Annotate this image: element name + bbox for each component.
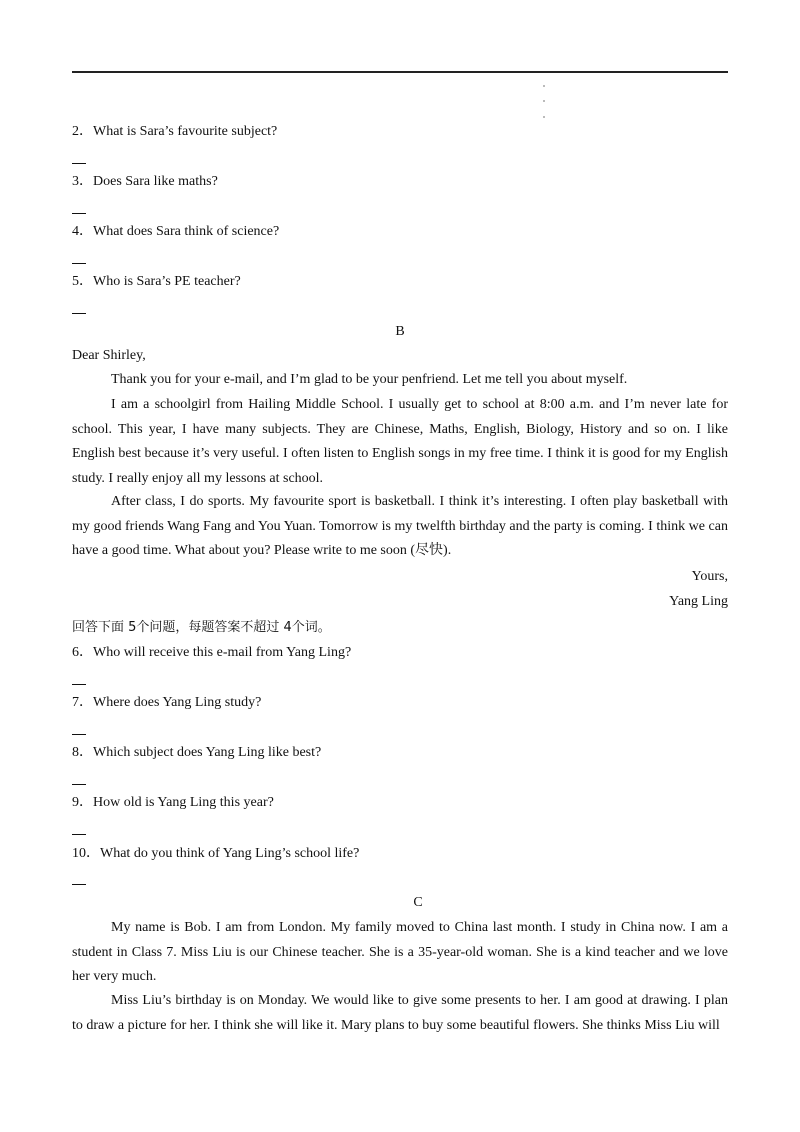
section-b-instruction: 回答下面 5个问题，每题答案不超过 4个词。 [72,620,331,635]
answer-blank-7 [72,734,86,735]
answer-blank-3 [72,213,86,214]
margin-mark [543,85,545,87]
question-8: 8．Which subject does Yang Ling like best? [72,745,322,760]
question-7: 7．Where does Yang Ling study? [72,695,262,710]
question-5: 5．Who is Sara’s PE teacher? [72,274,241,289]
section-b-heading: B [395,324,405,339]
section-c-heading: C [413,895,423,910]
answer-blank-6 [72,684,86,685]
passage-c-paragraph-1: My name is Bob. I am from London. My family moved to China last month. I study in China now. I am a student in Class 7. Miss Liu is our Chinese teacher. She is a 35-year-old woman. She is a kind teacher and we love her very much. [72,920,728,984]
question-10: 10．What do you think of Yang Ling’s school life? [72,846,360,861]
question-9: 9．How old is Yang Ling this year? [72,795,274,810]
letter-paragraph-1: Thank you for your e-mail, and I’m glad to be your penfriend. Let me tell you about myself. [111,372,628,387]
margin-mark [543,100,545,102]
question-4: 4．What does Sara think of science? [72,224,280,239]
letter-signature: Yang Ling [669,594,728,609]
answer-blank-5 [72,313,86,314]
answer-blank-8 [72,784,86,785]
answer-blank-4 [72,263,86,264]
answer-blank-2 [72,163,86,164]
question-2: 2．What is Sara’s favourite subject? [72,124,278,139]
letter-paragraph-2: I am a schoolgirl from Hailing Middle School. I usually get to school at 8:00 a.m. and I’m never late for school. This year, I have many subjects. They are Chinese, Maths, English, Biology, History and so on. I like English best because it’s very useful. I often listen to English songs in my free time. I think it is good for my English study. I really enjoy all my lessons at school. [72,397,728,486]
letter-paragraph-3: After class, I do sports. My favourite sport is basketball. I think it’s interesting. I often play basketball with my good friends Wang Fang and You Yuan. Tomorrow is my twelfth birthday and the party is coming. I think we can have a good time. What about you? Please write to me soon (尽快). [72,494,728,558]
margin-mark [543,116,545,118]
answer-blank-9 [72,834,86,835]
question-3: 3．Does Sara like maths? [72,174,218,189]
letter-closing: Yours, [691,569,728,584]
answer-blank-10 [72,884,86,885]
passage-c-paragraph-2: Miss Liu’s birthday is on Monday. We would like to give some presents to her. I am good at drawing. I plan to draw a picture for her. I think she will like it. Mary plans to buy some beautiful flowers. She thinks Miss Liu will [72,993,728,1033]
header-rule [72,71,728,73]
question-6: 6．Who will receive this e-mail from Yang Ling? [72,645,352,660]
letter-salutation: Dear Shirley, [72,348,146,363]
